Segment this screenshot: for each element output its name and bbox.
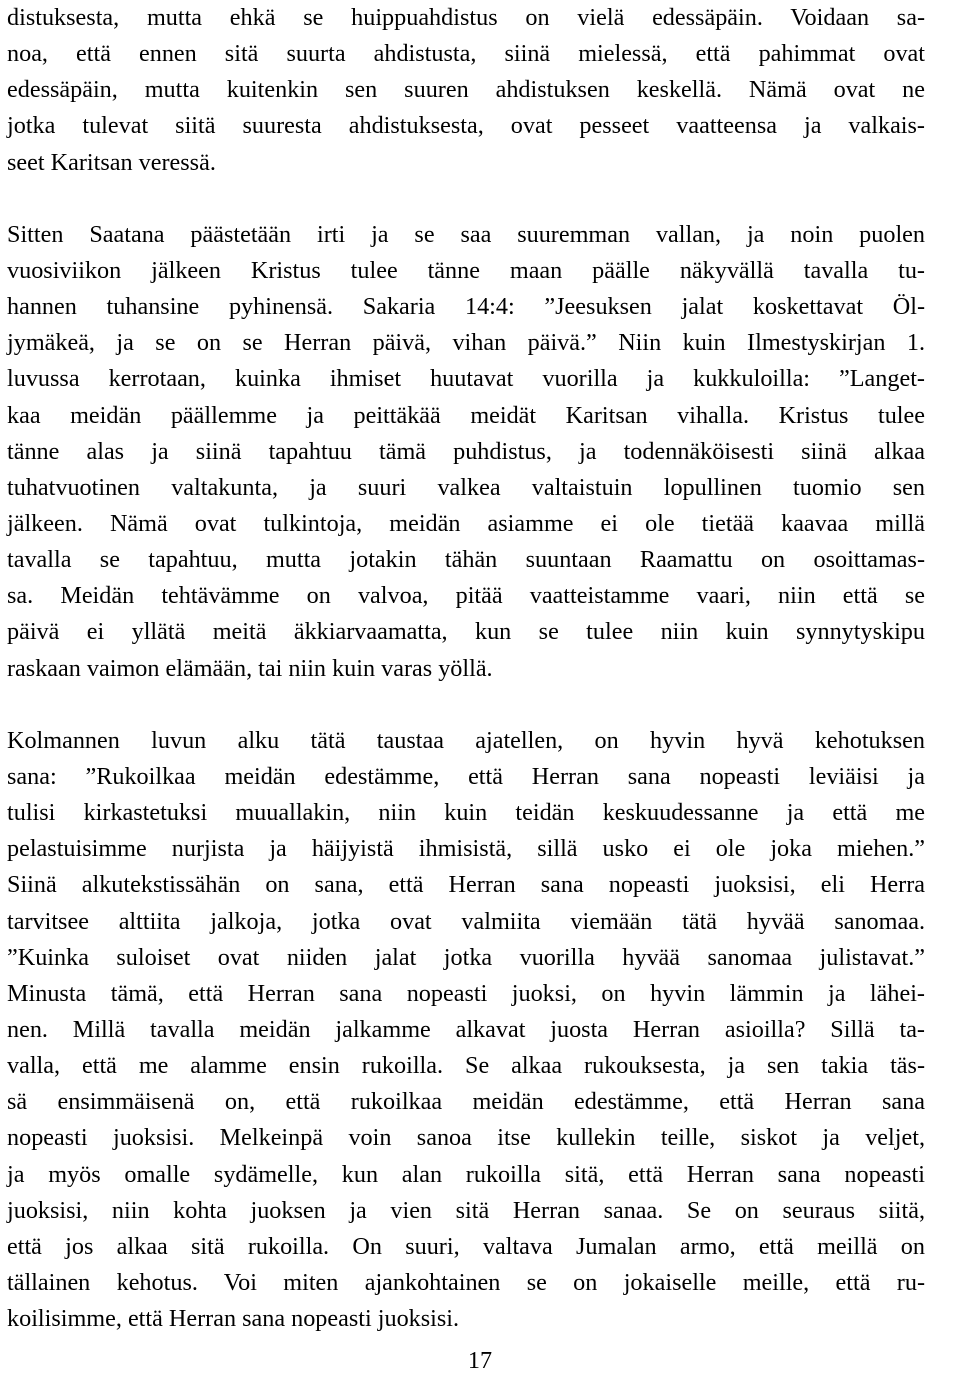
text-line: sä ensimmäisenä on, että rukoilkaa meidän edestämme, että Herran sana [7,1088,925,1116]
text-line: seet Karitsan veressä. [7,148,216,176]
text-line: tänne alas ja siinä tapahtuu tämä puhdistus, ja todennäköisesti siinä alkaa [7,437,925,465]
text-line: hannen tuhansine pyhinensä. Sakaria 14:4: ”Jeesuksen jalat koskettavat Öl- [7,293,925,321]
text-line: tuhatvuotinen valtakunta, ja suuri valkea valtaistuin lopullinen tuomio sen [7,473,925,501]
text-line: luvussa kerrotaan, kuinka ihmiset huutavat vuorilla ja kukkuloilla: ”Langet- [7,365,925,393]
text-line: valla, että me alamme ensin rukoilla. Se alkaa rukouksesta, ja sen takia täs- [7,1052,925,1080]
text-line: juoksisi, niin kohta juoksen ja vien sitä Herran sanaa. Se on seuraus siitä, [7,1196,925,1224]
text-line: nopeasti juoksisi. Melkeinpä voin sanoa itse kullekin teille, siskot ja veljet, [7,1124,925,1152]
text-line: tarvitsee alttiita jalkoja, jotka ovat valmiita viemään tätä hyvää sanomaa. [7,907,925,935]
text-line: jotka tulevat siitä suuresta ahdistuksesta, ovat pesseet vaatteensa ja valkais- [7,112,925,140]
text-line: päivä ei yllätä meitä äkkiarvaamatta, kun se tulee niin kuin synnytyskipu [7,618,925,646]
text-line: raskaan vaimon elämään, tai niin kuin varas yöllä. [7,654,493,682]
text-line: Minusta tämä, että Herran sana nopeasti juoksi, on hyvin lämmin ja lähei- [7,979,925,1007]
text-line: noa, että ennen sitä suurta ahdistusta, siinä mielessä, että pahimmat ovat [7,40,925,68]
text-line: että jos alkaa sitä rukoilla. On suuri, valtava Jumalan armo, että meillä on [7,1232,925,1260]
text-line: jymäkeä, ja se on se Herran päivä, vihan päivä.” Niin kuin Ilmestyskirjan 1. [7,329,925,357]
text-line: tavalla se tapahtuu, mutta jotakin tähän suuntaan Raamattu on osoittamas- [7,546,925,574]
text-line: Kolmannen luvun alku tätä taustaa ajatellen, on hyvin hyvä kehotuksen [7,726,925,754]
text-line: kaa meidän päällemme ja peittäkää meidät Karitsan vihalla. Kristus tulee [7,401,925,429]
text-line: nen. Millä tavalla meidän jalkamme alkavat juosta Herran asioilla? Sillä ta- [7,1015,925,1043]
paragraph [7,0,925,181]
text-line: distuksesta, mutta ehkä se huippuahdistus on vielä edessäpäin. Voidaan sa- [7,4,925,31]
text-line: jälkeen. Nämä ovat tulkintoja, meidän asiamme ei ole tietää kaavaa millä [7,509,925,537]
text-line: edessäpäin, mutta kuitenkin sen suuren ahdistuksen keskellä. Nämä ovat ne [7,76,925,104]
text-line: sa. Meidän tehtävämme on valvoa, pitää vaatteistamme vaari, niin että se [7,582,925,610]
text-line: ”Kuinka suloiset ovat niiden jalat jotka vuorilla hyvää sanomaa julistavat.” [7,943,925,971]
text-line: vuosiviikon jälkeen Kristus tulee tänne maan päälle näkyvällä tavalla tu- [7,256,925,284]
text-line: Sitten Saatana päästetään irti ja se saa suuremman vallan, ja noin puolen [7,220,925,248]
page-number: 17 [467,1347,493,1374]
paragraph-gap [7,181,925,217]
document-page [7,0,925,1337]
paragraph [7,723,925,1337]
text-line: ja myös omalle sydämelle, kun alan rukoilla sitä, että Herran sana nopeasti [7,1160,925,1188]
text-line: pelastuisimme nurjista ja häijyistä ihmisistä, sillä usko ei ole joka miehen.” [7,835,925,863]
text-line: tulisi kirkastetuksi muuallakin, niin kuin teidän keskuudessanne ja että me [7,799,925,827]
text-line: sana: ”Rukoilkaa meidän edestämme, että Herran sana nopeasti leviäisi ja [7,762,925,790]
text-line: Siinä alkutekstissähän on sana, että Herran sana nopeasti juoksisi, eli Herra [7,871,925,899]
paragraph [7,217,925,687]
text-line: koilisimme, että Herran sana nopeasti juoksisi. [7,1305,460,1333]
text-line: tällainen kehotus. Voi miten ajankohtainen se on jokaiselle meille, että ru- [7,1268,925,1296]
paragraph-gap [7,687,925,723]
